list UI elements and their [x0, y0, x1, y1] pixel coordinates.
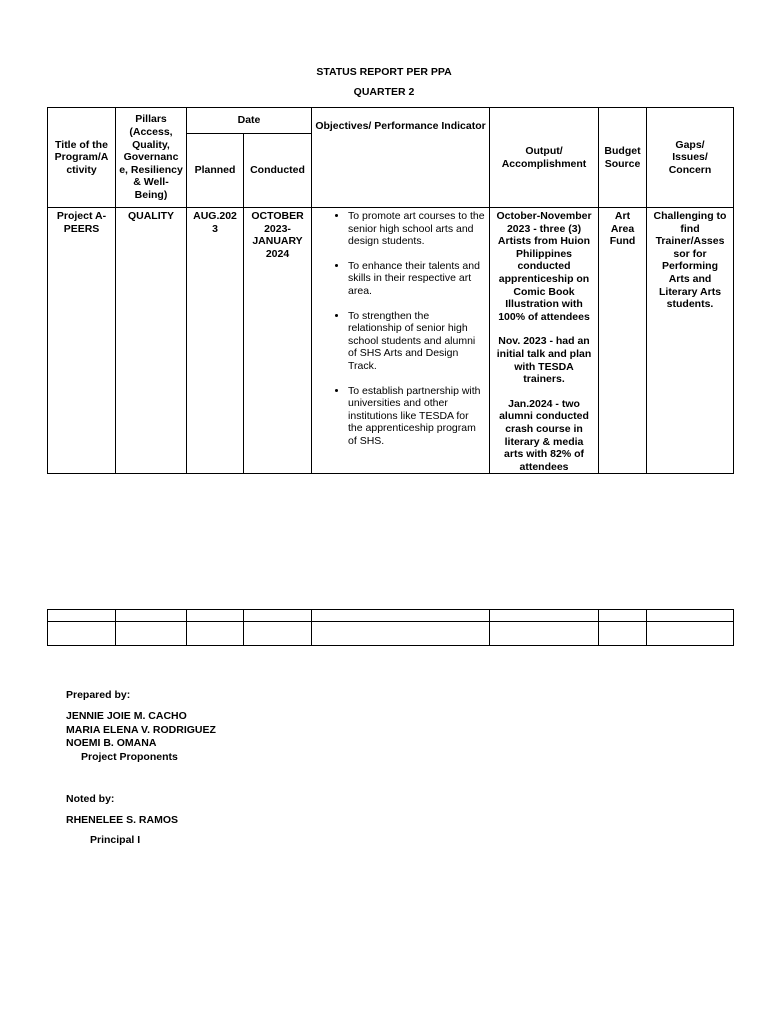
- principal-role: Principal I: [90, 834, 141, 846]
- header-conducted: Conducted: [244, 134, 312, 208]
- blank-cell: [490, 610, 599, 622]
- principal-name: RHENELEE S. RAMOS: [66, 814, 179, 826]
- blank-cell: [312, 622, 490, 646]
- blank-cell: [116, 622, 187, 646]
- proponent-name: JENNIE JOIE M. CACHO: [66, 710, 187, 722]
- blank-cell: [187, 610, 244, 622]
- status-report-table: [47, 107, 734, 474]
- output-item: October-November 2023 - three (3) Artists from Huion Philippines conducted apprenticeship on Comic Book Illustration with 100% of attendees: [496, 210, 592, 323]
- blank-cell: [187, 622, 244, 646]
- objective-item: • To establish partnership with universities and other institutions like TESDA for the apprenticeship program of SHS.: [348, 385, 485, 448]
- blank-row: [48, 610, 734, 622]
- report-title: STATUS REPORT PER PPA: [316, 66, 452, 78]
- header-row-top: [48, 108, 734, 134]
- blank-cell: [599, 622, 647, 646]
- header-planned: Planned: [187, 134, 244, 208]
- budget-cell: Art Area Fund: [599, 208, 647, 474]
- header-budget: Budget Source: [599, 108, 647, 208]
- blank-cell: [647, 622, 734, 646]
- blank-cell: [48, 610, 116, 622]
- header-objectives: Objectives/ Performance Indicator: [312, 108, 490, 208]
- gaps-cell: Challenging to find Trainer/Asses sor for Performing Arts and Literary Arts students.: [647, 208, 734, 474]
- objective-item: • To enhance their talents and skills in their respective art area.: [348, 260, 485, 298]
- pillar-cell: QUALITY: [116, 208, 187, 474]
- program-title-cell: Project A-PEERS: [48, 208, 116, 474]
- blank-cell: [116, 610, 187, 622]
- blank-table: [47, 609, 734, 646]
- blank-row: [48, 622, 734, 646]
- noted-by-label: Noted by:: [66, 793, 115, 805]
- output-item: Nov. 2023 - had an initial talk and plan with TESDA trainers.: [496, 335, 592, 386]
- objectives-cell: [312, 208, 490, 474]
- planned-date-cell: AUG.202 3: [187, 208, 244, 474]
- header-date: Date: [187, 108, 312, 134]
- blank-cell: [48, 622, 116, 646]
- header-pillars: Pillars (Access, Quality, Governanc e, Resiliency & Well- Being): [116, 108, 187, 208]
- conducted-date-cell: OCTOBER 2023-JANUARY 2024: [244, 208, 312, 474]
- output-cell: [490, 208, 599, 474]
- header-output: Output/ Accomplishment: [490, 108, 599, 208]
- objective-item: • To promote art courses to the senior high school arts and design students.: [348, 210, 485, 248]
- header-gaps: Gaps/ Issues/ Concern: [647, 108, 734, 208]
- report-quarter: QUARTER 2: [353, 86, 415, 98]
- blank-cell: [244, 610, 312, 622]
- output-item: Jan.2024 - two alumni conducted crash course in literary & media arts with 82% of attendees: [499, 397, 589, 473]
- table-row: [48, 208, 734, 474]
- proponents-role: Project Proponents: [81, 751, 178, 763]
- blank-cell: [312, 610, 490, 622]
- header-title: Title of the Program/A ctivity: [48, 108, 116, 208]
- proponent-name: NOEMI B. OMANA: [66, 737, 157, 749]
- blank-cell: [244, 622, 312, 646]
- proponent-name: MARIA ELENA V. RODRIGUEZ: [66, 724, 216, 736]
- blank-cell: [599, 610, 647, 622]
- objectives-list: [312, 210, 485, 448]
- blank-cell: [490, 622, 599, 646]
- objective-item: • To strengthen the relationship of senior high school students and alumni of SHS Arts and Design Track.: [348, 310, 485, 373]
- blank-cell: [647, 610, 734, 622]
- prepared-by-label: Prepared by:: [66, 689, 131, 701]
